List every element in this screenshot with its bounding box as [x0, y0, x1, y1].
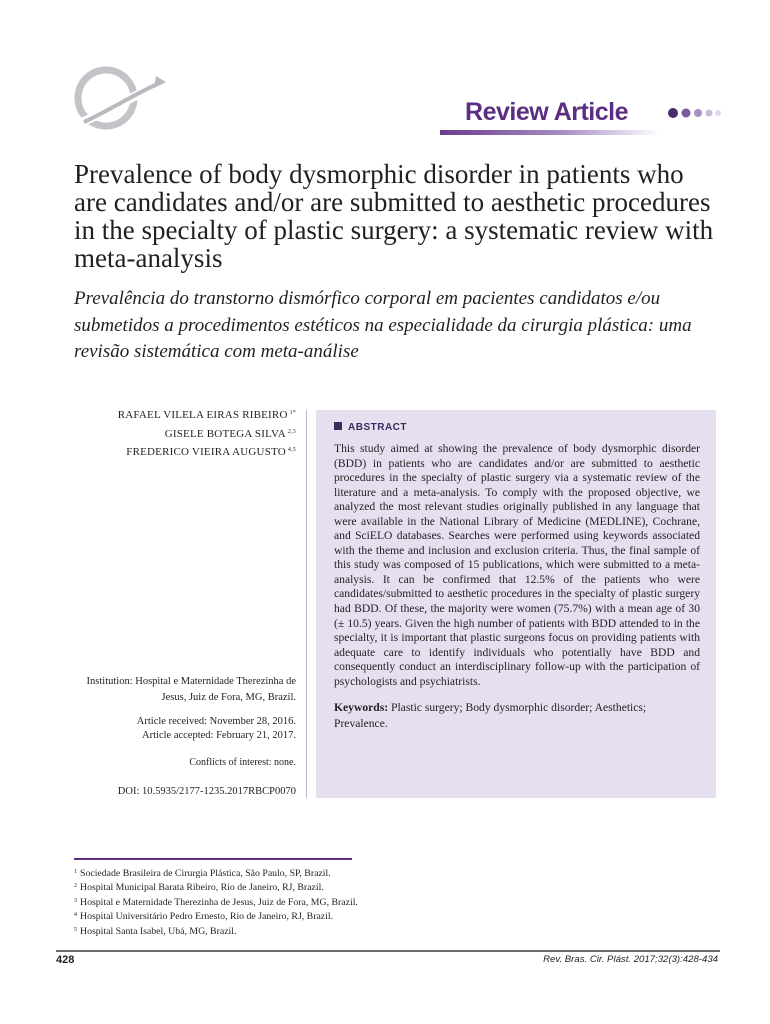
accepted-date: Article accepted: February 21, 2017.	[142, 730, 296, 741]
abstract-text: This study aimed at showing the prevalence of body dysmorphic disorder (BDD) in patients who are candidates and/or are submitted to aesthetic procedures in the specialty of plastic surgery via a systematic review of the literature and a meta-analysis. To comply with the proposed objective, we analyzed the most relevant studies originally published in any language that were available in the National Library of Medicine (MEDLINE), Cochrane, and SciELO databases. Searches were performed using keywords associated with the theme and inclusion and exclusion criteria. Thus, the final sample of this study was composed of 15 publications, which were submitted to a meta-analysis. It can be confirmed that 12.5% of the patients who were candidates/submitted to aesthetic procedures in the specialty of plastic surgery had BDD. Of these, the majority were women (75.7%) with a mean age of 30 (± 10.5) years. Given the high number of patients with BDD attended to in the specialty, it is important that plastic surgeons focus on providing patients with adequate care to identify individuals who potentially have BDD and consequently conduct an interdisciplinary follow-up with the participation of psychologists and psychiatrists.	[334, 442, 700, 688]
footnote: $^3$ Hospital e Maternidade Therezinha de Jesus, Juiz de Fora, MG, Brazil.	[74, 896, 358, 908]
affiliation-footnotes	[74, 866, 358, 938]
page-number: 428	[56, 954, 75, 966]
institution-note: Institution: Hospital e Maternidade Therezinha de Jesus, Juiz de Fora, MG, Brazil.	[86, 676, 296, 703]
journal-reference: Rev. Bras. Cir. Plást. 2017;32(3):428-434	[543, 954, 718, 965]
section-rule	[440, 130, 660, 135]
footnote: $^1$ Sociedade Brasileira de Cirurgia Plástica, São Paulo, SP, Brazil.	[74, 868, 331, 879]
conflicts-note: Conflicts of interest: none.	[189, 757, 296, 768]
square-bullet-icon	[334, 422, 342, 430]
keywords: Keywords: Plastic surgery; Body dysmorphic disorder; Aesthetics; Prevalence.	[334, 701, 647, 730]
doi[interactable]: DOI: 10.5935/2177-1235.2017RBCP0070	[117, 786, 296, 797]
footer-rule	[56, 950, 720, 952]
author-list	[60, 405, 296, 461]
section-label: Review Article	[465, 98, 628, 126]
footnote: $^2$ Hospital Municipal Barata Ribeiro, Rio de Janeiro, RJ, Brazil.	[74, 882, 324, 894]
journal-logo-icon	[68, 62, 168, 134]
footnote-rule	[74, 858, 352, 860]
author: GISELE BOTEGA SILVA $^{2,3}$	[164, 427, 296, 440]
abstract-box	[316, 410, 716, 798]
article-subtitle: Prevalência do transtorno dismórfico corporal em pacientes candidatos e/ou submetidos a procedimentos estéticos na especialidade da cirurgia plástica: uma revisão sistemática com meta-análise	[74, 288, 692, 362]
received-date: Article received: November 28, 2016.	[136, 716, 296, 727]
article-dates	[60, 715, 296, 743]
footnote: $^4$ Hospital Universitário Pedro Ernesto, Rio de Janeiro, RJ, Brazil.	[74, 911, 334, 923]
article-title: Prevalence of body dysmorphic disorder in patients who are candidates and/or are submitted to aesthetic procedures in the specialty of plastic surgery: a systematic review with meta-analysis	[74, 159, 714, 273]
author: RAFAEL VILELA EIRAS RIBEIRO $^{1*}$	[117, 409, 296, 421]
decorative-dots-icon	[667, 106, 723, 120]
abstract-heading: ABSTRACT	[334, 422, 700, 433]
column-divider	[306, 410, 307, 798]
author: FREDERICO VIEIRA AUGUSTO $^{4,5}$	[126, 446, 296, 458]
footnote: $^5$ Hospital Santa Isabel, Ubá, MG, Brazil.	[74, 925, 237, 937]
